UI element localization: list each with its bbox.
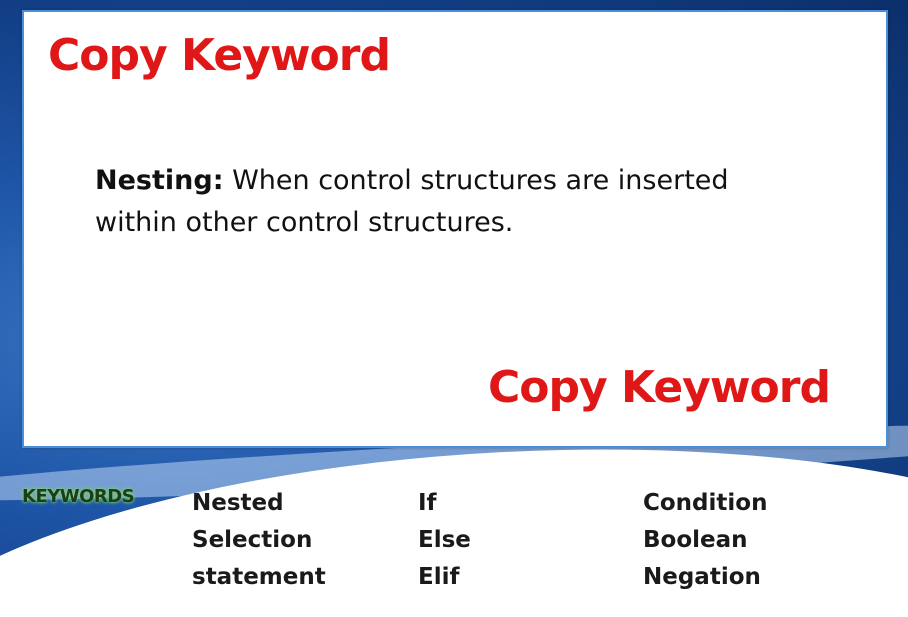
keywords-column-2 — [418, 485, 471, 596]
keyword-item: Nested — [192, 490, 284, 516]
definition-term: Nesting: — [95, 165, 224, 196]
keyword-item: If — [418, 490, 437, 516]
keywords-column-3 — [643, 485, 767, 596]
keyword-item: Selection statement — [192, 527, 326, 590]
definition-text — [95, 160, 815, 244]
keywords-column-1 — [192, 485, 392, 596]
keyword-item: Negation — [643, 564, 761, 590]
keyword-item: Elif — [418, 564, 460, 590]
title-bottom: Copy Keyword — [488, 362, 830, 413]
keyword-item: Else — [418, 527, 471, 553]
title-top: Copy Keyword — [48, 30, 390, 81]
keyword-item: Condition — [643, 490, 768, 516]
keywords-label: KEYWORDS — [22, 486, 135, 507]
keyword-item: Boolean — [643, 527, 748, 553]
definition-body: When control structures are inserted within other control structures. — [95, 165, 729, 238]
